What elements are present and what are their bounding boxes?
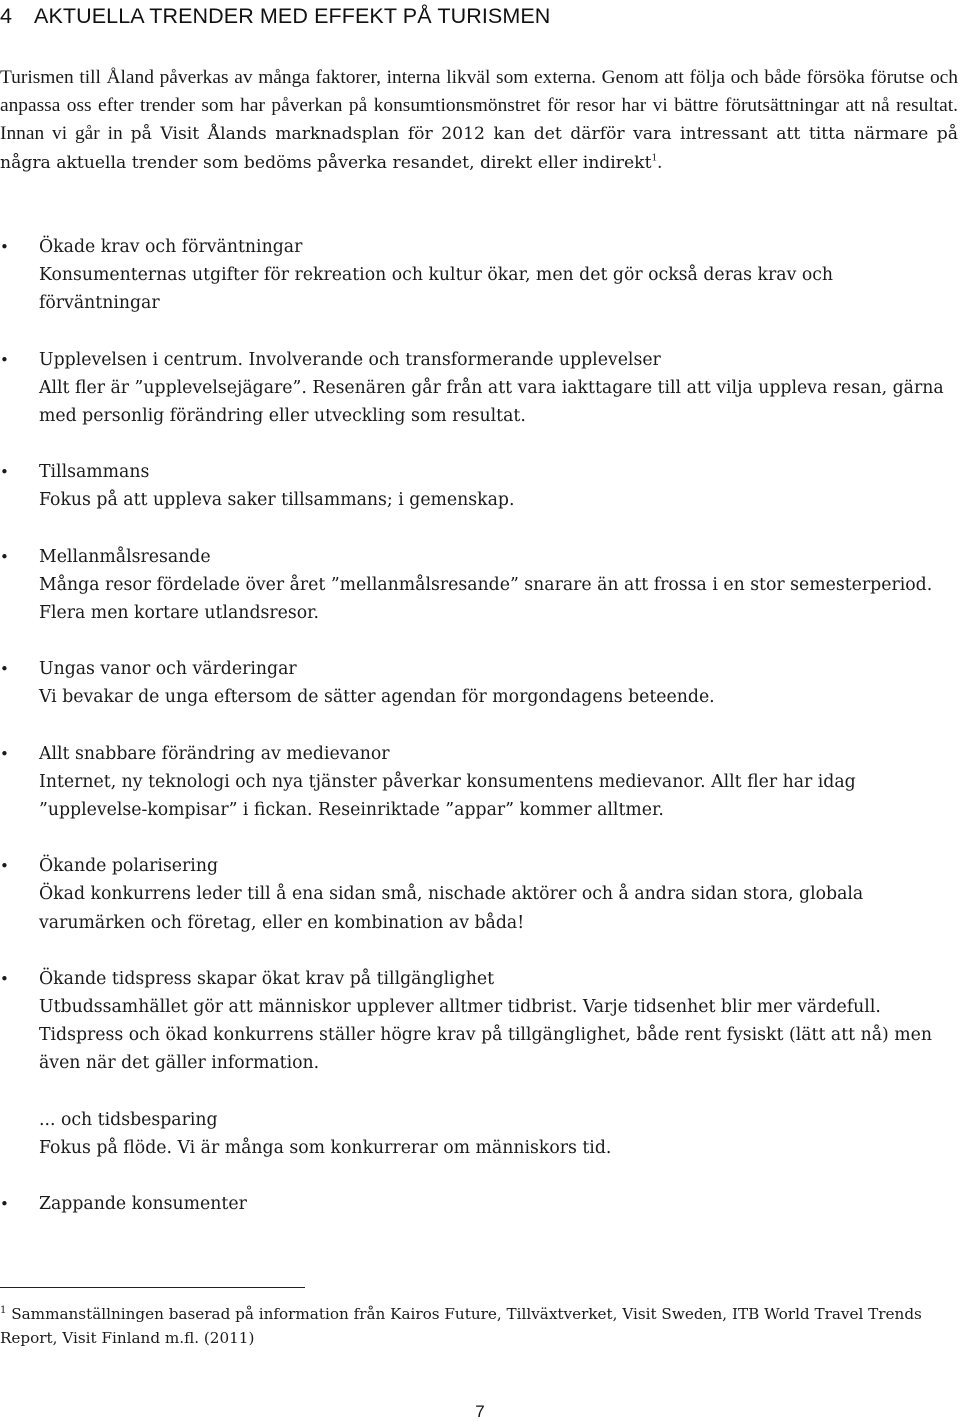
bullet-icon: • — [0, 969, 9, 988]
trend-title: Tillsammans — [39, 462, 150, 483]
trend-text: Fokus på flöde. Vi är många som konkurrerar om människors tid. — [39, 1137, 612, 1158]
bullet-icon: • — [0, 660, 9, 679]
trend-title: Upplevelsen i centrum. Involverande och transformerande upplevelser — [39, 349, 661, 370]
intro-text-2: på Visit Ålands marknadsplan för 2012 kan det därför vara intressant att titta närmare på några aktuella trender som bedöms påverka resandet, direkt eller indirekt — [0, 124, 958, 173]
trend-text: Konsumenternas utgifter för rekreation och kultur ökar, men det gör också deras krav och förväntningar — [39, 265, 834, 314]
bullet-icon: • — [0, 857, 9, 876]
bullet-icon: • — [0, 238, 9, 256]
section-title: AKTUELLA TRENDER MED EFFEKT PÅ TURISMEN — [34, 4, 551, 28]
list-item — [0, 543, 958, 628]
list-item — [0, 458, 958, 514]
bullet-icon: • — [0, 744, 9, 763]
section-heading — [0, 4, 550, 29]
trend-text: Vi bevakar de unga eftersom de sätter agendan för morgondagens beteende. — [39, 687, 715, 708]
trend-text: Internet, ny teknologi och nya tjänster påverkar konsumentens medievanor. Allt fler har idag ”upplevelse-kompisar” i fickan. Reseinriktade ”appar” kommer alltmer. — [39, 771, 856, 821]
bullet-icon: • — [0, 1195, 9, 1214]
bullet-icon: • — [0, 350, 9, 369]
list-item — [0, 233, 958, 318]
trend-text: Fokus på att uppleva saker tillsammans; i gemenskap. — [39, 490, 515, 511]
trend-text: Många resor fördelade över året ”mellanmålsresande” snarare än att frossa i en stor semesterperiod. Flera men kortare utlandsresor. — [39, 574, 933, 624]
trend-list — [0, 233, 958, 1218]
list-item — [0, 655, 958, 711]
bullet-icon: • — [0, 463, 9, 482]
footnote — [0, 1302, 958, 1350]
trend-title: Ökande tidspress skapar ökat krav på tillgänglighet — [39, 968, 495, 989]
trend-text: Ökad konkurrens leder till å ena sidan små, nischade aktörer och å andra sidan stora, globala varumärken och företag, eller en kombination av båda! — [39, 884, 864, 933]
footnote-divider — [0, 1287, 305, 1288]
intro-paragraph — [0, 64, 958, 177]
intro-end: . — [656, 152, 663, 173]
list-item — [0, 1190, 958, 1218]
trend-title: Ökade krav och förväntningar — [39, 237, 303, 257]
list-item — [0, 852, 958, 937]
trend-title: Zappande konsumenter — [39, 1194, 247, 1215]
trend-title: Ökande polarisering — [39, 856, 219, 877]
intro-text-1: Turismen till Åland påverkas av många faktorer, interna likväl som externa. Genom att följa och både försöka förutse och anpassa oss efter trender som har påverkan på konsumtionsmönstret för resor har vi bättre förutsättningar att nå resultat. Innan vi går in — [0, 67, 958, 145]
list-item — [0, 740, 958, 825]
trend-text: Utbudssamhället gör att människor upplever alltmer tidbrist. Varje tidsenhet blir mer värdefull. Tidspress och ökad konkurrens ställer högre krav på tillgänglighet, både rent fysiskt (lätt att nå) men även när det gäller information. — [39, 997, 933, 1074]
trend-title: Allt snabbare förändring av medievanor — [39, 743, 390, 764]
bullet-icon: • — [0, 547, 9, 566]
section-number: 4 — [0, 4, 13, 28]
footnote-reference: 1 — [651, 151, 657, 164]
trend-title: Mellanmålsresande — [39, 546, 211, 567]
list-item — [0, 346, 958, 431]
trend-text: Allt fler är ”upplevelsejägare”. Resenären går från att vara iakttagare till att vilja uppleva resan, gärna med personlig förändring eller utveckling som resultat. — [39, 377, 944, 427]
footnote-number: 1 — [0, 1305, 7, 1316]
footnote-text: Sammanställningen baserad på information från Kairos Future, Tillväxtverket, Visit Sweden, ITB World Travel Trends Report, Visit Finland m.fl. (2011) — [0, 1305, 922, 1347]
list-item — [0, 1106, 958, 1162]
trend-title: ... och tidsbesparing — [39, 1109, 218, 1130]
page-number: 7 — [475, 1402, 485, 1421]
trend-title: Ungas vanor och värderingar — [39, 659, 297, 680]
list-item — [0, 965, 958, 1078]
